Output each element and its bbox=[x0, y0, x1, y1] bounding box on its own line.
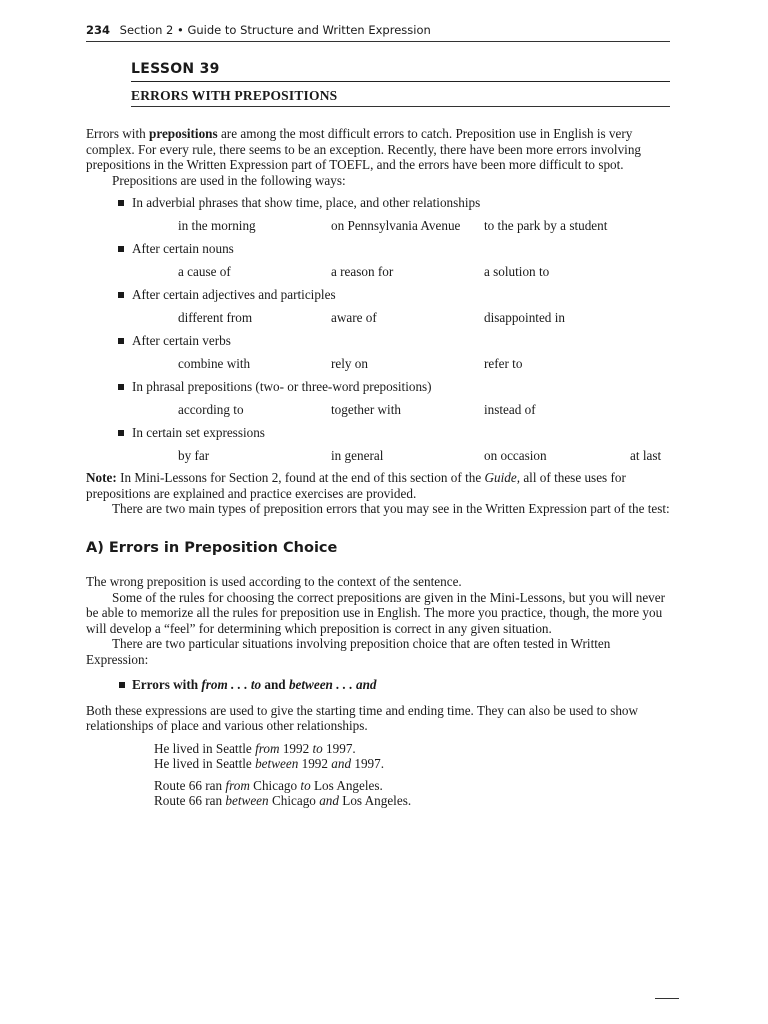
page-corner-mark bbox=[655, 998, 679, 999]
page-body bbox=[86, 126, 672, 809]
example-row: by far in general on occasion at last bbox=[178, 448, 662, 463]
intro-paragraph: Errors with prepositions are among the most difficult errors to catch. Preposition use in English is very complex. For every rule, there seems to be an exception. Recently, there have been more errors involving prepositions in the Written Expression part of TOEFL, and the errors have been more difficult to spot. bbox=[86, 126, 642, 172]
lesson-label: LESSON 39 bbox=[131, 61, 220, 77]
lesson-divider bbox=[131, 81, 670, 82]
example-sentence: Route 66 ran between Chicago and Los Angeles. bbox=[154, 793, 412, 808]
lesson-title-divider bbox=[131, 106, 670, 107]
example-row: combine with rely on refer to bbox=[178, 356, 523, 371]
bullet-icon bbox=[118, 200, 124, 206]
example-sentence: He lived in Seattle from 1992 to 1997. bbox=[154, 740, 356, 756]
section-heading: A) Errors in Preposition Choice bbox=[86, 539, 338, 556]
example-row: according to together with instead of bbox=[178, 402, 536, 417]
section-paragraph: There are two particular situations involving preposition choice that are often tested in Written Expression: bbox=[86, 636, 611, 667]
list-item: In certain set expressions bbox=[86, 425, 672, 441]
page-number: 234 bbox=[86, 23, 111, 37]
running-header bbox=[86, 22, 670, 42]
bullet-icon bbox=[118, 292, 124, 298]
example-sentence: He lived in Seattle between 1992 and 1997. bbox=[154, 756, 385, 771]
section-paragraph: Some of the rules for choosing the correct prepositions are given in the Mini-Lessons, but you will never be able to memorize all the rules for preposition use in English. The more you practice, though, the more you will develop a “feel” for determining which preposition is correct in any given situation. bbox=[86, 589, 666, 636]
list-item: After certain verbs bbox=[86, 333, 672, 349]
running-title: Section 2 • Guide to Structure and Written Expression bbox=[119, 23, 431, 37]
bullet-icon bbox=[118, 246, 124, 252]
example-sentence: Route 66 ran from Chicago to Los Angeles. bbox=[154, 777, 383, 793]
example-row: in the morning on Pennsylvania Avenue to the park by a student bbox=[178, 218, 608, 233]
note-followup: There are two main types of preposition errors that you may see in the Written Expression part of the test: bbox=[112, 501, 670, 516]
bullet-icon bbox=[118, 384, 124, 390]
example-row: different from aware of disappointed in bbox=[178, 310, 565, 325]
list-item: After certain nouns bbox=[86, 241, 672, 257]
intro-lead-in: Prepositions are used in the following ways: bbox=[112, 172, 346, 188]
bullet-icon bbox=[118, 430, 124, 436]
example-group bbox=[86, 778, 672, 809]
section-paragraph: The wrong preposition is used according to the context of the sentence. bbox=[86, 574, 462, 589]
lesson-title: ERRORS WITH PREPOSITIONS bbox=[131, 88, 338, 103]
list-item: In adverbial phrases that show time, place, and other relationships bbox=[86, 195, 672, 211]
sub-heading: Errors with from . . . to and between . . . and bbox=[86, 677, 672, 693]
list-item: In phrasal prepositions (two- or three-word prepositions) bbox=[86, 379, 672, 395]
bullet-icon bbox=[118, 338, 124, 344]
section-paragraph: Both these expressions are used to give the starting time and ending time. They can also be used to show relationships of place and various other relationships. bbox=[86, 702, 639, 733]
note-paragraph: Note: In Mini-Lessons for Section 2, found at the end of this section of the Guide, all of these uses for prepositions are explained and practice exercises are provided. bbox=[86, 470, 626, 501]
example-row: a cause of a reason for a solution to bbox=[178, 264, 550, 279]
bullet-icon bbox=[119, 682, 125, 688]
example-group bbox=[86, 741, 672, 772]
list-item: After certain adjectives and participles bbox=[86, 287, 672, 303]
